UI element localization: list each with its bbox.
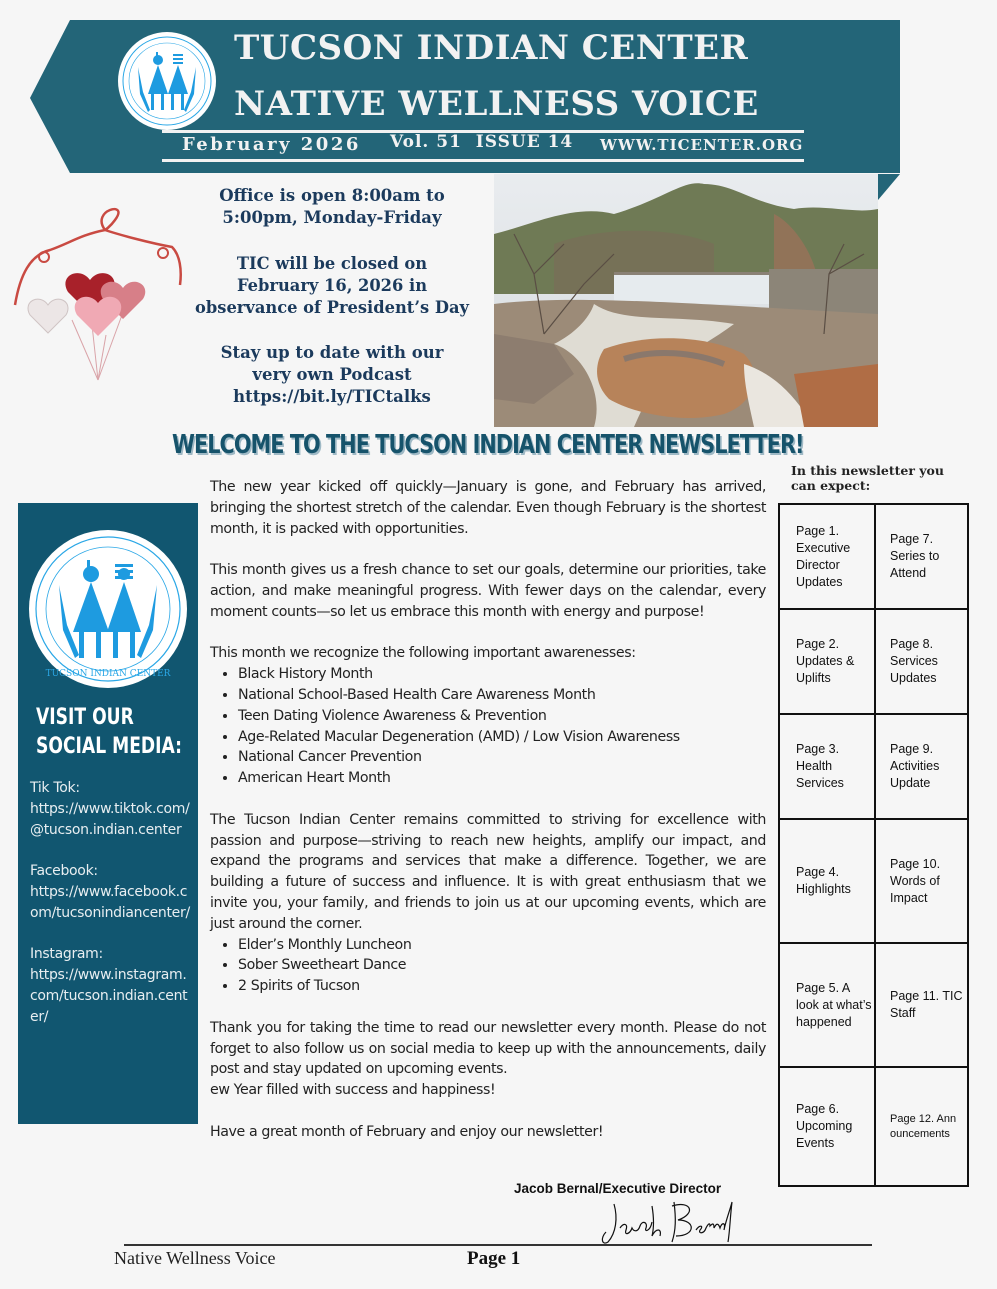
tic-logo-figures-icon: [29, 530, 187, 688]
awareness-item: • National School-Based Health Care Awareness Month: [238, 685, 766, 706]
letter-paragraph-3: This month we recognize the following important awarenesses:: [210, 645, 636, 662]
podcast-notice: [182, 342, 482, 408]
toc-item-page-5[interactable]: Page 5. A look at what’s happened: [796, 980, 872, 1029]
podcast-line1: Stay up to date with our: [220, 343, 444, 362]
closure-line3: observance of President’s Day: [195, 298, 469, 317]
awareness-item: • Age-Related Macular Degeneration (AMD) / Low Vision Awareness: [238, 727, 766, 748]
tiktok-url[interactable]: https://www.tiktok.com/@tucson.indian.center: [30, 800, 190, 838]
letter-paragraph-4: The Tucson Indian Center remains committed to striving for excellence with passion and purpose—striving to reach new heights, amplify our impact, and expand the programs and services that make a difference. Together, we are building a future of success and influence. It is with great enthusiasm that we invite you, your family, and friends to join us at our upcoming events, which are just around the corner.: [210, 811, 766, 932]
toc-item-page-9[interactable]: Page 9. Activities Update: [890, 742, 940, 790]
events-list: [210, 935, 766, 997]
letter-paragraph-2: This month gives us a fresh chance to set our goals, determine our priorities, take action, and make meaningful progress. With fewer days on the calendar, every moment counts—so let us embrace this month with energy and purpose!: [210, 562, 766, 620]
office-hours-line2: 5:00pm, Monday-Friday: [222, 208, 442, 227]
awareness-item: • American Heart Month: [238, 768, 766, 789]
awareness-item: • Teen Dating Violence Awareness & Prevention: [238, 706, 766, 727]
toc-divider: [874, 505, 876, 1185]
podcast-link[interactable]: https://bit.ly/TICtalks: [233, 387, 431, 406]
heart-balloons-icon: [10, 195, 185, 395]
toc-table: [778, 503, 969, 1187]
masthead-title-line2: NATIVE WELLNESS VOICE: [234, 84, 759, 124]
director-letter: [210, 477, 766, 1163]
social-link-facebook[interactable]: [30, 861, 190, 923]
welcome-heading: WELCOME TO THE TUCSON INDIAN CENTER NEWSLETTER!: [172, 430, 804, 460]
office-hours-line1: Office is open 8:00am to: [219, 186, 445, 205]
office-hours-notice: [182, 185, 482, 229]
social-link-tiktok[interactable]: [30, 778, 190, 840]
letter-paragraph-5: Thank you for taking the time to read our newsletter every month. Please do not forget to also follow us on social media to keep up with the announcements, daily post and stay updated on upcoming events.: [210, 1019, 766, 1078]
toc-item-page-4[interactable]: Page 4. Highlights: [796, 865, 851, 896]
instagram-label: Instagram:: [30, 946, 103, 963]
closure-line2: February 16, 2026 in: [236, 276, 428, 295]
podcast-line2: very own Podcast: [252, 365, 412, 384]
volume-issue: Vol. 51 ISSUE 14: [390, 132, 574, 152]
awareness-item: • National Cancer Prevention: [238, 747, 766, 768]
footer-rule: [124, 1244, 872, 1246]
social-link-instagram[interactable]: [30, 944, 190, 1027]
letter-paragraph-6: Have a great month of February and enjoy our newsletter!: [210, 1123, 604, 1140]
masthead-rule-bottom: [162, 159, 804, 162]
waterfall-landscape-icon: [494, 174, 878, 427]
toc-item-page-12[interactable]: Page 12. Announcements: [890, 1112, 957, 1140]
waterfall-photo: [494, 174, 878, 427]
awareness-list: [210, 664, 766, 789]
toc-heading: In this newsletter you can expect:: [791, 463, 944, 493]
closure-notice: [182, 253, 482, 319]
social-media-heading: VISIT OUR SOCIAL MEDIA:: [36, 705, 183, 759]
toc-item-page-2[interactable]: Page 2. Updates & Uplifts: [796, 637, 855, 685]
website-link[interactable]: WWW.TICENTER.ORG: [600, 136, 804, 154]
toc-item-page-10[interactable]: Page 10. Words of Impact: [890, 856, 941, 905]
banner-corner-fold: [878, 174, 900, 200]
tic-logo: [118, 32, 216, 130]
footer-page-number: Page 1: [467, 1248, 521, 1269]
sidebar-logo-text: TUCSON INDIAN CENTER: [45, 669, 171, 679]
facebook-label: Facebook:: [30, 863, 98, 880]
letter-paragraph-5b: ew Year filled with success and happiness!: [210, 1082, 496, 1099]
masthead-banner: [30, 20, 900, 173]
event-item: • Elder’s Monthly Luncheon: [238, 935, 766, 956]
sidebar-logo: [29, 530, 187, 688]
toc-item-page-8[interactable]: Page 8. Services Updates: [890, 637, 938, 685]
signature-title: Jacob Bernal/Executive Director: [514, 1181, 722, 1196]
tiktok-label: Tik Tok:: [30, 780, 80, 796]
event-item: • Sober Sweetheart Dance: [238, 955, 766, 976]
masthead-title-line1: TUCSON INDIAN CENTER: [234, 28, 749, 68]
letter-paragraph-1: The new year kicked off quickly—January is gone, and February has arrived, bringing the shortest stretch of the calendar. Even though February is the shortest month, it is packed with opportunities.: [210, 479, 766, 537]
toc-item-page-6[interactable]: Page 6. Upcoming Events: [796, 1102, 853, 1150]
awareness-item: • Black History Month: [238, 664, 766, 685]
social-links-list: [30, 778, 190, 1048]
instagram-url[interactable]: https://www.instagram.com/tucson.indian.center/: [30, 967, 188, 1025]
facebook-url[interactable]: https://www.facebook.com/tucsonindiancenter/: [30, 883, 190, 921]
toc-item-page-7[interactable]: Page 7. Series to Attend: [890, 532, 940, 580]
handwritten-signature: [596, 1198, 746, 1246]
issue-date: February 2026: [182, 134, 361, 155]
tic-logo-figures-icon: [118, 32, 216, 130]
event-item: • 2 Spirits of Tucson: [238, 976, 766, 997]
closure-line1: TIC will be closed on: [236, 254, 428, 273]
toc-item-page-1[interactable]: Page 1. Executive Director Updates: [796, 523, 851, 589]
footer-publication-name: Native Wellness Voice: [114, 1248, 276, 1268]
toc-item-page-11[interactable]: Page 11. TIC Staff: [890, 989, 963, 1020]
toc-item-page-3[interactable]: Page 3. Health Services: [796, 742, 844, 790]
